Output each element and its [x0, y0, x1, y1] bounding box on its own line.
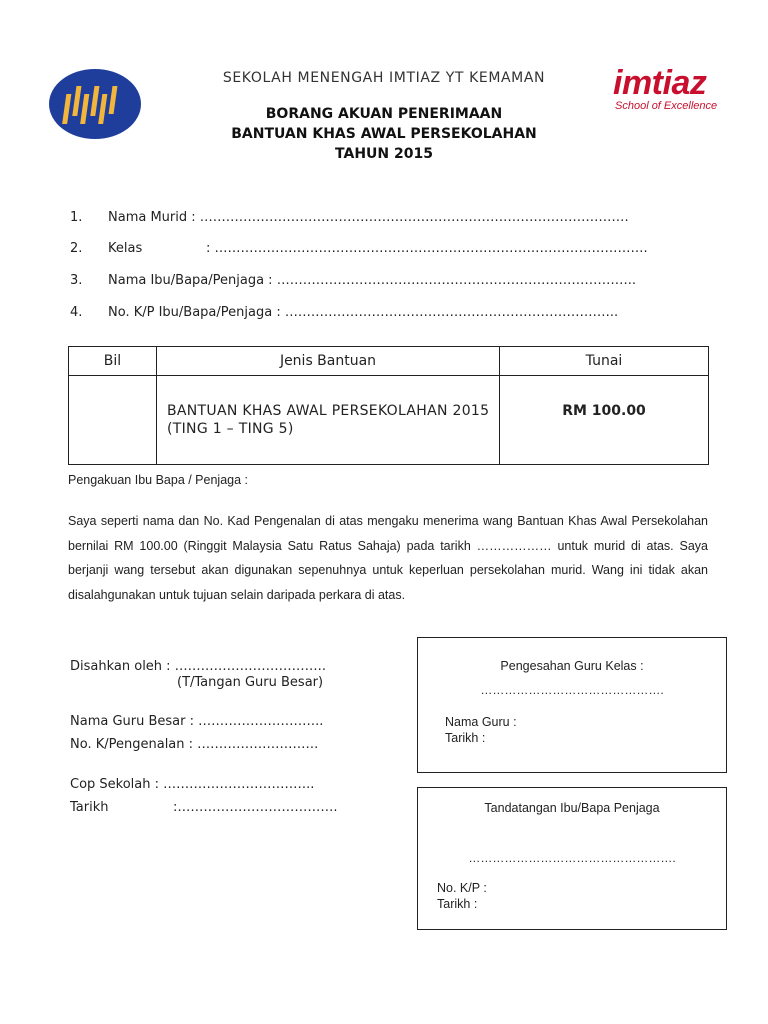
nama-guru-besar-field[interactable]: Nama Guru Besar : ……………………….. — [70, 714, 324, 729]
guru-kelas-nama: Nama Guru : — [445, 715, 517, 729]
ibu-bapa-box — [417, 787, 727, 930]
field-kelas[interactable]: : ………………………………………………………………………………………. — [206, 241, 648, 256]
ibu-bapa-tarikh: Tarikh : — [437, 897, 478, 911]
cell-tunai: RM 100.00 — [500, 376, 709, 465]
tarikh-label: Tarikh — [70, 800, 109, 815]
field-number-4: 4. — [70, 305, 83, 320]
school-name: SEKOLAH MENENGAH IMTIAZ YT KEMAMAN — [222, 70, 546, 86]
table-header-row — [69, 347, 709, 376]
no-kp-field[interactable]: No. K/Pengenalan : ………………………. — [70, 737, 319, 752]
brand-tagline: School of Excellence — [615, 100, 718, 112]
guru-kelas-box — [417, 637, 727, 773]
declaration-heading: Pengakuan Ibu Bapa / Penjaga : — [68, 473, 249, 487]
guru-kelas-title: Pengesahan Guru Kelas : — [500, 659, 644, 673]
ibu-bapa-title: Tandatangan Ibu/Bapa Penjaga — [484, 801, 660, 815]
cell-bil — [69, 376, 157, 465]
field-kelas-label: Kelas — [108, 241, 143, 256]
field-number-3: 3. — [70, 273, 83, 288]
field-number-2: 2. — [70, 241, 83, 256]
disahkan-oleh-field[interactable]: Disahkan oleh : …………………………….. — [70, 659, 326, 674]
ibu-bapa-signature-line[interactable]: ……………………………………………. — [468, 851, 676, 865]
field-nama-murid[interactable]: Nama Murid : ……………………………………………………………………………………… — [108, 210, 629, 225]
tarikh-field[interactable]: :………………………………. — [173, 800, 338, 815]
field-no-kp[interactable]: No. K/P Ibu/Bapa/Penjaga : ………………………………………………………………….. — [108, 305, 619, 320]
ibu-bapa-kp: No. K/P : — [437, 881, 487, 895]
tandatangan-guru-besar-label: (T/Tangan Guru Besar) — [177, 675, 324, 690]
declaration-text: Saya seperti nama dan No. Kad Pengenalan di atas mengaku menerima wang Bantuan Khas Awal Persekolahan bernilai RM 100.00 (Ringgit Malaysia Satu Ratus Sahaja) pada tarikh ……………… untuk murid di atas. Saya berjanji wang tersebut akan digunakan sepenuhnya untuk keperluan persekolahan murid. Wang ini tidak akan disalahgunakan untuk tujuan selain daripada perkara di atas. — [68, 514, 708, 602]
table-row — [69, 376, 709, 465]
guru-kelas-signature-line[interactable]: ………………………………………. — [480, 683, 664, 697]
cell-jenis-bantuan: BANTUAN KHAS AWAL PERSEKOLAHAN 2015 (TING 1 – TING 5) — [157, 376, 500, 465]
form-title-line1: BORANG AKUAN PENERIMAAN — [265, 106, 503, 122]
form-title-line3: TAHUN 2015 — [335, 146, 433, 162]
brand-name: imtiaz — [613, 64, 707, 102]
header-tunai: Tunai — [500, 347, 709, 376]
header-jenis-bantuan: Jenis Bantuan — [157, 347, 500, 376]
cop-sekolah-field[interactable]: Cop Sekolah : …………………………….. — [70, 777, 315, 792]
header-bil: Bil — [69, 347, 157, 376]
field-nama-ibu-bapa[interactable]: Nama Ibu/Bapa/Penjaga : ……………………………………………………………………….. — [108, 273, 636, 288]
field-number-1: 1. — [70, 210, 83, 225]
form-title-line2: BANTUAN KHAS AWAL PERSEKOLAHAN — [231, 126, 537, 142]
aid-table — [68, 346, 709, 465]
guru-kelas-tarikh: Tarikh : — [445, 731, 486, 745]
